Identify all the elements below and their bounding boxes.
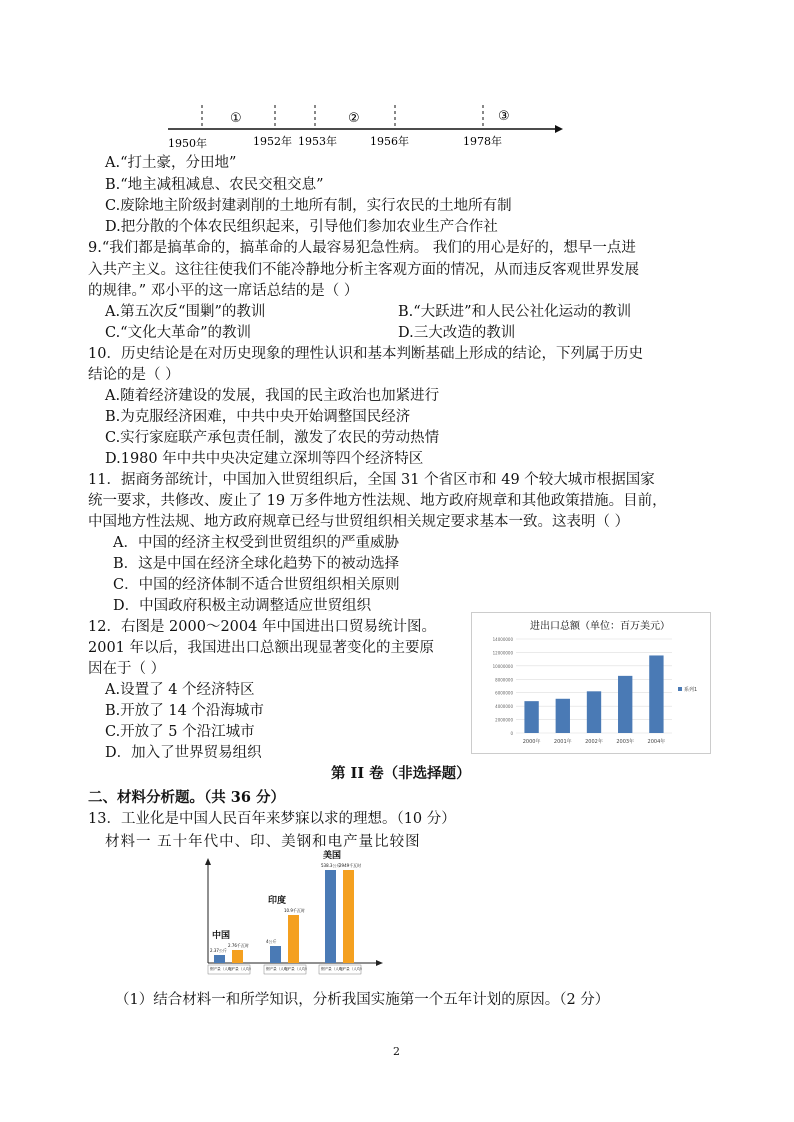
trade-x-tick-label: 2002年 [585,739,603,745]
steel-bar [270,946,281,963]
power-x-label: 电产量（人均） [284,967,310,971]
timeline-year-1952: 1952年 [253,135,292,148]
country-label: 美国 [323,851,342,861]
trade-chart-title: 进出口总额（单位：百万美元） [530,621,670,632]
steel-chart-y-arrow [205,858,211,865]
steel-bar [214,955,225,963]
steel-value-label: 538.3公斤 [321,863,341,868]
power-bar [343,870,354,963]
trade-legend-swatch [678,687,682,691]
trade-y-tick-label: 2000000 [495,717,513,723]
timeline-year-1956: 1956年 [370,135,409,148]
q9-option-a: A.第五次反“围剿”的教训 [105,304,266,320]
part-2-heading: 二、材料分析题。（共 36 分） [88,789,286,806]
trade-y-tick-label: 12000000 [492,650,513,656]
timeline-period-3: ③ [498,109,510,124]
trade-bar [556,699,570,733]
trade-x-tick-label: 2003年 [616,739,635,745]
trade-y-tick-label: 4000000 [495,704,513,710]
trade-x-tick-label: 2001年 [553,739,572,745]
q11-option-a: A．中国的经济主权受到世贸组织的严重威胁 [113,535,399,551]
trade-bar [618,676,632,733]
steel-chart-x-arrow [376,960,383,966]
q9-stem-line-1: 9.“我们都是搞革命的，搞革命的人最容易犯急性病。 我们的用心是好的，想早一点进 [88,240,636,256]
trade-y-tick-label: 0 [510,731,513,736]
q11-stem-line-2: 统一要求，共修改、废止了 19 万多件地方性法规、地方政府规章和其他政策措施。目前， [88,493,667,509]
timeline-period-2: ② [348,111,360,126]
power-x-label: 电产量（人均） [228,967,254,971]
q13-stem: 13．工业化是中国人民百年来梦寐以求的理想。（10 分） [88,811,456,827]
trade-bar-chart [471,612,711,754]
q11-stem-line-3: 中国地方性法规、地方政府规章已经与世贸组织相关规定要求基本一致。这表明（ ） [88,514,630,530]
power-bar [288,915,299,963]
q9-option-c: C.“文化大革命”的教训 [105,325,252,341]
q10-stem-line-2: 结论的是（ ） [88,367,180,383]
q12-option-c: C.开放了 5 个沿江城市 [105,724,255,740]
q9-option-d: D.三大改造的教训 [398,325,516,341]
q10-option-b: B.为克服经济困难，中共中央开始调整国民经济 [105,409,411,425]
trade-y-tick-label: 10000000 [492,663,513,669]
q10-option-d: D.1980 年中共中央决定建立深圳等四个经济特区 [105,451,424,467]
q11-stem-line-1: 11．据商务部统计，中国加入世贸组织后，全国 31 个省区市和 49 个较大城市根据国家 [88,472,655,488]
trade-bar [649,655,663,733]
q12-stem-line-2: 2001 年以后，我国进出口总额出现显著变化的主要原 [88,640,435,656]
q9-stem-line-3: 的规律。” 邓小平的这一席话总结的是（ ） [88,283,359,299]
q8-option-b: B.“地主减租减息、农民交租交息” [105,177,324,193]
steel-power-bar-chart [198,851,388,982]
q12-stem-line-3: 因在于（ ） [88,661,166,677]
trade-bar [587,691,601,733]
q9-option-b: B.“大跃进”和人民公社化运动的教训 [398,304,632,320]
q8-option-c: C.废除地主阶级封建剥削的土地所有制，实行农民的土地所有制 [105,198,512,214]
timeline-period-1: ① [230,111,242,126]
trade-legend-label: 系列1 [684,687,698,693]
trade-y-tick-label: 8000000 [495,677,513,683]
q12-option-d: D．加入了世界贸易组织 [105,745,262,761]
q13-sub-question-1: （1）结合材料一和所学知识，分析我国实施第一个五年计划的原因。（2 分） [115,992,610,1008]
q11-option-d: D．中国政府积极主动调整适应世贸组织 [113,598,372,614]
steel-bar [325,870,336,963]
q8-option-a: A.“打土豪，分田地” [105,155,237,171]
q13-material-1-caption: 材料一 五十年代中、印、美钢和电产量比较图 [105,834,421,850]
page-number: 2 [393,1045,400,1058]
steel-value-label: 2.37公斤 [210,948,227,953]
q10-option-c: C.实行家庭联产承包责任制，激发了农民的劳动热情 [105,430,440,446]
trade-x-tick-label: 2004年 [647,739,666,745]
q8-option-d: D.把分散的个体农民组织起来，引导他们参加农业生产合作社 [105,219,498,235]
timeline-year-1953: 1953年 [298,135,337,148]
power-value-label: 10.9千瓦时 [284,908,305,913]
q12-option-b: B.开放了 14 个沿海城市 [105,703,264,719]
trade-y-tick-label: 14000000 [492,637,513,642]
trade-x-tick-label: 2000年 [522,739,541,745]
q11-option-c: C．中国的经济体制不适合世贸组织相关原则 [113,577,400,593]
steel-value-label: 4公斤 [266,939,277,944]
q10-option-a: A.随着经济建设的发展，我国的民主政治也加紧进行 [105,388,440,404]
trade-bar [524,701,538,733]
country-label: 中国 [212,931,231,941]
q12-stem-line-1: 12．右图是 2000～2004 年中国进出口贸易统计图。 [88,619,436,635]
timeline-year-1978: 1978年 [463,135,502,148]
timeline-year-1950: 1950年 [168,137,207,150]
q9-stem-line-2: 入共产主义。这往往使我们不能冷静地分析主客观方面的情况，从而违反客观世界发展 [88,262,639,278]
steel-x-label: 钢产量（人均） [210,967,236,971]
q12-option-a: A.设置了 4 个经济特区 [105,682,255,698]
timeline-diagram [165,95,565,155]
section-2-title: 第 II 卷（非选择题） [331,765,471,782]
steel-x-label: 钢产量（人均） [266,967,292,971]
power-value-label: 2.76千瓦时 [228,943,249,948]
power-value-label: 2949千瓦时 [339,863,362,868]
q10-stem-line-1: 10．历史结论是在对历史现象的理性认识和基本判断基础上形成的结论，下列属于历史 [88,346,643,362]
trade-y-tick-label: 6000000 [495,690,513,696]
steel-x-label: 钢产量（人均） [321,967,347,971]
q11-option-b: B．这是中国在经济全球化趋势下的被动选择 [113,556,400,572]
power-x-label: 电产量（人均） [339,967,365,971]
power-bar [232,950,243,963]
country-label: 印度 [268,896,287,906]
